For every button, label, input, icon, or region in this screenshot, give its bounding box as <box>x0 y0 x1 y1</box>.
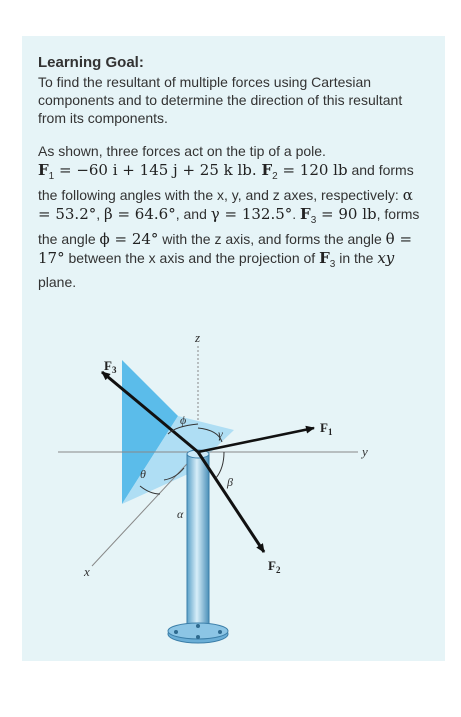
problem-card <box>22 36 445 661</box>
f3-definition: $F_3 = 90$ lb, forms the angle ϕ = 24° with the z axis, and forms the angle θ = 17° between the x axis and the projection of $F_3$ in the xy plane. <box>38 204 420 291</box>
z-axis-label: z <box>195 330 201 345</box>
theta-value: θ = 17° <box>38 229 413 267</box>
gamma-value: γ = 132.5° <box>210 204 293 223</box>
y-axis-label: y <box>362 444 368 459</box>
learning-goal-title: Learning Goal: <box>38 54 144 71</box>
f2-definition: $F_2 = 120$ lb and forms the following angles with the x, y, and z axes, respectively: <box>38 161 414 203</box>
problem-statement: As shown, three forces act on the tip of a pole. $F_1 = -60$ i + 145 j + 25 k lb. $F_2 = 120$ lb and forms the following angles with the x, y, and z axes, respectively: α = 53.2°, β = 64.6°, and γ = 132.5°. $F_3 = 90$ lb, forms the angle ϕ = 24° with the z axis, and forms the angle θ = 17° between the x axis and the projection of $F_3$ in the xy plane. <box>38 143 420 291</box>
x-axis-label: x <box>84 564 90 579</box>
f1-definition: $F_1 = -60$ i + 145 j + 25 k lb. <box>38 161 262 182</box>
base-bolt <box>196 635 200 639</box>
phi-value: ϕ = 24° <box>99 229 159 248</box>
problem-intro: As shown, three forces act on the tip of a pole. <box>38 143 326 159</box>
f1-label: $F_1$ <box>320 420 333 437</box>
phi-label: ϕ <box>180 413 187 427</box>
alpha-value: α = 53.2° <box>38 185 413 223</box>
pole-force-figure <box>58 328 388 664</box>
theta-label: θ <box>140 467 146 481</box>
gamma-label: γ <box>218 427 223 441</box>
learning-goal-text: To find the resultant of multiple forces using Cartesian components and to determine the direction of this resultant from its components. <box>38 74 403 126</box>
base-bolt <box>196 624 200 628</box>
base-bolt <box>174 630 178 634</box>
base-bolt <box>218 630 222 634</box>
f2-label: $F_2$ <box>268 558 281 575</box>
pole <box>187 454 209 624</box>
alpha-label: α <box>177 507 184 521</box>
beta-value: β = 64.6° <box>104 204 176 223</box>
figure-svg <box>58 328 388 664</box>
beta-arc <box>216 452 224 478</box>
beta-label: β <box>227 475 233 489</box>
f3-label: $F_3$ <box>104 358 117 375</box>
